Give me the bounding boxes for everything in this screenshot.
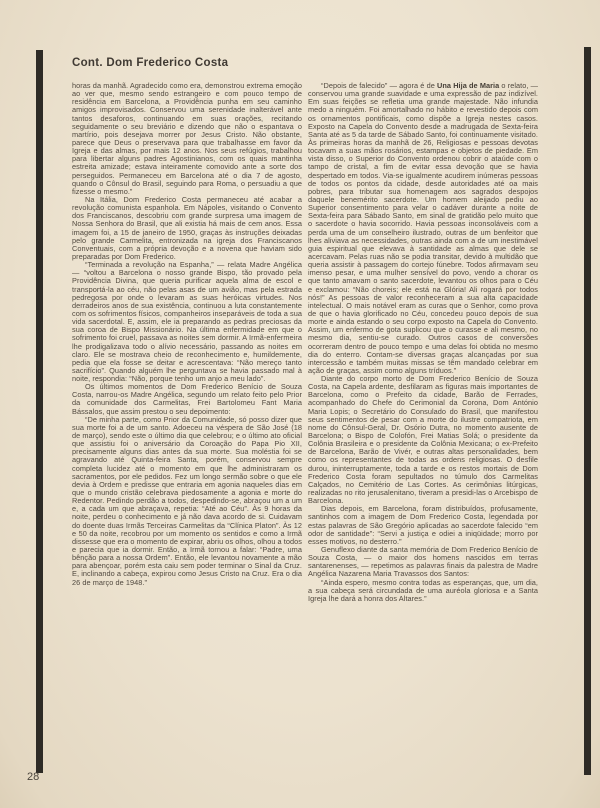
paragraph: “De minha parte, como Prior da Comunidade, só posso dizer que sua morte foi a de um santo. Adoeceu na véspera de São José (18 de março), sendo este o último dia que celebrou; e o último ato oficial que assistiu foi o aniversário da Coroação do Papa Pio XII, precisamente alguns dias antes da sua morte. Sua moléstia foi se agravando até Quinta-feira Santa, porém, conservou sempre completa lucidez até o momento em que lhe administraram os sacramentos, por ele pedidos. Fez um longo sermão sobre o que ele devia à Ordem e predisse que entraria em agonia naqueles dias em que o mundo cristão celebrava piedosamente a agonia e morte do Redentor. Pedindo perdão a todos, despedindo-se, abraçou um a um e, a cada um que abraçava, repetia: “Até ao Céu”. Às 9 horas da noite, perdeu o conhecimento e já não dava acordo de si. Cuidavam do doente duas Irmãs Terceiras Carmelitas da “Clínica Platon”. Às 12 e 50 da noite, recobrou por um momento os sentidos e como a Irmã dissesse que era o momento de expirar, abriu os olhos, olhou a todos e parecia que ia dormir. Então, a Irmã tornou a falar: “Padre, uma bênção para a nossa Ordem”. Então, ele levantou novamente a mão para abençoar, porém esta caiu sem poder terminar o Sinal da Cruz. E, inclinando a cabeça, expirou como Jesus Cristo na Cruz. Era o dia 26 de março de 1948.” bbox=[72, 414, 302, 587]
page-title: Cont. Dom Frederico Costa bbox=[72, 57, 229, 69]
paragraph: Genuflexo diante da santa memória de Dom Frederico Benício de Souza Costa, — o maior dos homens nascidos em terras santarenenses, — repetimos as palavras finais da palestra de Madre Angélica Nazarena Maria Travassos dos Santos: bbox=[308, 545, 538, 579]
paragraph: “Terminada a revolução na Espanha,” — relata Madre Angélica — “voltou a Barcelona o nosso grande Bispo, tão provado pela Providência Divina, que queria purificar aquela alma de escol e transportá-la ao céu, não pelas asas de um avião, mas pela estrada pedregosa por onde o levaram as suas heróicas virtudes. Nos derradeiros anos de sua existência, continuou a luta constantemente com os sofrimentos físicos, companheiros inseparáveis de toda a sua vida sacerdotal. E, assim, ele ia preparando as pedras preciosas da sua coroa de Bispo Missionário. Na última enfermidade em que o sofrimento foi cruel, passava as noites sem dormir. A Irmã-enfermeira lhe prodigalizava todo o alívio necessário, passando as noites em claro. Ele se mostrava cheio de reconhecimento e, humildemente, pedia que ela fosse se deitar e acrescentava: “Não mereço tanto sacrifício”. Quando alguém lhe perguntava se havia passado mal à noite, respondia: “Não, porque tenho um anjo a meu lado”. bbox=[72, 260, 302, 384]
paragraph: Os últimos momentos de Dom Frederico Benício de Souza Costa, narrou-os Madre Angélica, segundo um relato feito pelo Prior da comunidade dos Carmelitas, Frei Bartolomeu Fant Maria Bássalos, que assim prestou o seu depoimento: bbox=[72, 382, 302, 416]
left-text-column bbox=[72, 82, 302, 603]
right-text-column bbox=[308, 82, 538, 603]
paragraph: Dias depois, em Barcelona, foram distribuídos, profusamente, santinhos com a imagem de Dom Frederico Costa, legendada por estas palavras de São Gregório aplicadas ao sacerdote falecido “em odor de santidade”: “Servi a justiça e odiei a iniqüidade; morro por esses motivos, no desterro.” bbox=[308, 504, 538, 546]
right-rule-bar bbox=[584, 47, 591, 775]
publication-name: Una Hija de Maria bbox=[437, 81, 500, 90]
paragraph: horas da manhã. Agradecido como era, demonstrou extrema emoção ao ver que, mesmo sendo estrangeiro e com pouco tempo de residência em Barcelona, a Providência punha em seu caminho amigos improvisados. Conservou uma serenidade inalterável ante tantos desaforos, continuando em suas orações, recitando seguidamente o seu breviário e dizendo que não o espantava o martírio, pois desejava morrer por Jesus Cristo. Não obstante, parece que Deus o preservava para que trabalhasse em favor da Igreja e das almas, por mais 12 anos. Nos seus refúgios, trabalhou para libertar alguns padres Agostinianos, com os quais mantinha estreita amizade; estava inteiramente comovido ante a sorte dos perseguidos. Permaneceu em Barcelona até o dia 7 de agosto, quando o Cônsul do Brasil, seguindo para Roma, o persuadiu a que fizesse o mesmo.” bbox=[72, 81, 302, 196]
paragraph bbox=[308, 82, 538, 375]
page-content bbox=[72, 57, 538, 603]
page-number: 28 bbox=[27, 771, 40, 783]
paragraph: “Ainda espero, mesmo contra todas as esperanças, que, um dia, a sua cabeça será circundada de uma auréola gloriosa e a Santa Igreja lhe dará a honra dos Altares.” bbox=[308, 577, 538, 603]
paragraph: Na Itália, Dom Frederico Costa permaneceu até acabar a revolução comunista espanhola. Em Nápoles, visitando o Convento dos Franciscanos, descobriu com grande surpresa uma imagem de Nossa Senhora do Brasil, que ali existia há mais de cem anos. Essa imagem foi, a 15 de janeiro de 1950, graças às instruções deixadas pelo grande Carmelita, entronizada na igreja dos Franciscanos Conventuais, com a própria devoção e a novena que haviam sido preparadas por Dom Frederico. bbox=[72, 194, 302, 261]
lead-text-pre: “Depois de falecido” — agora é de bbox=[321, 81, 438, 90]
lead-text-post: o relato, — conservou uma grande suavidade e uma expressão de paz indizível. Em suas feições se refletia uma grande majestade. Não infundia medo a ninguém. Foi amortalhado no hábito e revestido depois com os ornamentos pontificais, como dispõe a Igreja nestes casos. Exposto na Capela do Convento desde a madrugada de Sexta-feira Santa até as 5 da tarde de Sábado Santo, foi continuamente visitado. Às primeiras horas da manhã de 26, Religiosas e pessoas devotas tocavam a suas mãos rosários, estampas e objetos de piedade. Em vista disso, o Superior do Convento ordenou cobrir o ataúde com o tampo de cristal, a fim de evitar essa devoção que se havia despertado em todos. Via-se igualmente acudirem inúmeras pessoas de todos os pontos da cidade, desde autoridades até oa mais pobres, para tributar sua homenagem aos sagrados despojos daquele benemérito sacerdote. Um homem aleijado pediu ao Superior consentimento para velar o cadáver durante a noite de Sexta-feira para Sábado Santo, em sinal de gratidão pelo muito que o sacerdote o havia socorrido. Havia pessoas inconsoláveis com a perda uma de um conselheiro ilustrado, outras de um benfeitor que lhes aliviava as necessidades, outras ainda com a de um inestimável guia espiritual que elevava à santidade as almas que dele se acercavam. Pelas ruas não se podia transitar, devido à multidão que queria assistir à passagem do cortejo fúnebre. Todos afirmavam seu imenso pesar, e uma mulher sensível do povo, vendo a chorar os que tanto amavam o santo sacerdote, levantou os olhos para o Céu e exclamou: “Não choreis; ele está na Glória! Ali rogará por todos nós!” As pessoas de valor reconheceram a sua alta capacidade intelectual. O mais notável eram as curas que o Senhor, como prova de que o havia glorificado no Céu, concedeu pouco depois de sua morte e ainda estando o seu corpo exposto na Capela do Convento. Assim, um enfermo de gota suplicou que o curasse e ali mesmo, no mesmo dia, sentiu-se curado. Outros casos de conversões ocorreram dentro de pouco tempo e uma delas foi obtida no mesmo dia do enterro. Contam-se diversas graças alcançadas por sua intercessão e também muitas missas se têm mandado celebrar em ação de graças, assim como alguns tríduos.” bbox=[308, 81, 539, 375]
paragraph: Diante do corpo morto de Dom Frederico Benício de Souza Costa, na Capela ardente, desfilaram as figuras mais importantes de Barcelona, como o Prefeito da cidade, Barão de Ferrades, acompanhado do Chefe do Cerimonial da Corona, Dom António Maria Lopis; o Secretário do Consulado do Brasil, que manifestou seus sentimentos de pesar com a morte do ilustre compatriota, em nome do Cônsul-Geral, Dr. Osório Dutra, no momento ausente de Barcelona; o Bispo de Colofón, Frei Matias Solá; o presidente da Colônia Brasileira e o presidente da Colônia Mexicana; o ex-Prefeito de Barcelona, Barão de Vivér, e outras altas personalidades, bem como os representantes de todas as ordens religiosas. O desfile durou, ininterruptamente, toda a tarde e os restos mortais de Dom Frederico Costa foram sepultados no túmulo dos Carmelitas Calçados, no Cemitério de Las Cortes. As cerimônias litúrgicas, realizadas no rito jerusalenitano, tiveram a presidi-las o Arcebispo de Barcelona. bbox=[308, 374, 538, 506]
two-column-text bbox=[72, 82, 538, 603]
left-rule-bar bbox=[36, 50, 43, 773]
